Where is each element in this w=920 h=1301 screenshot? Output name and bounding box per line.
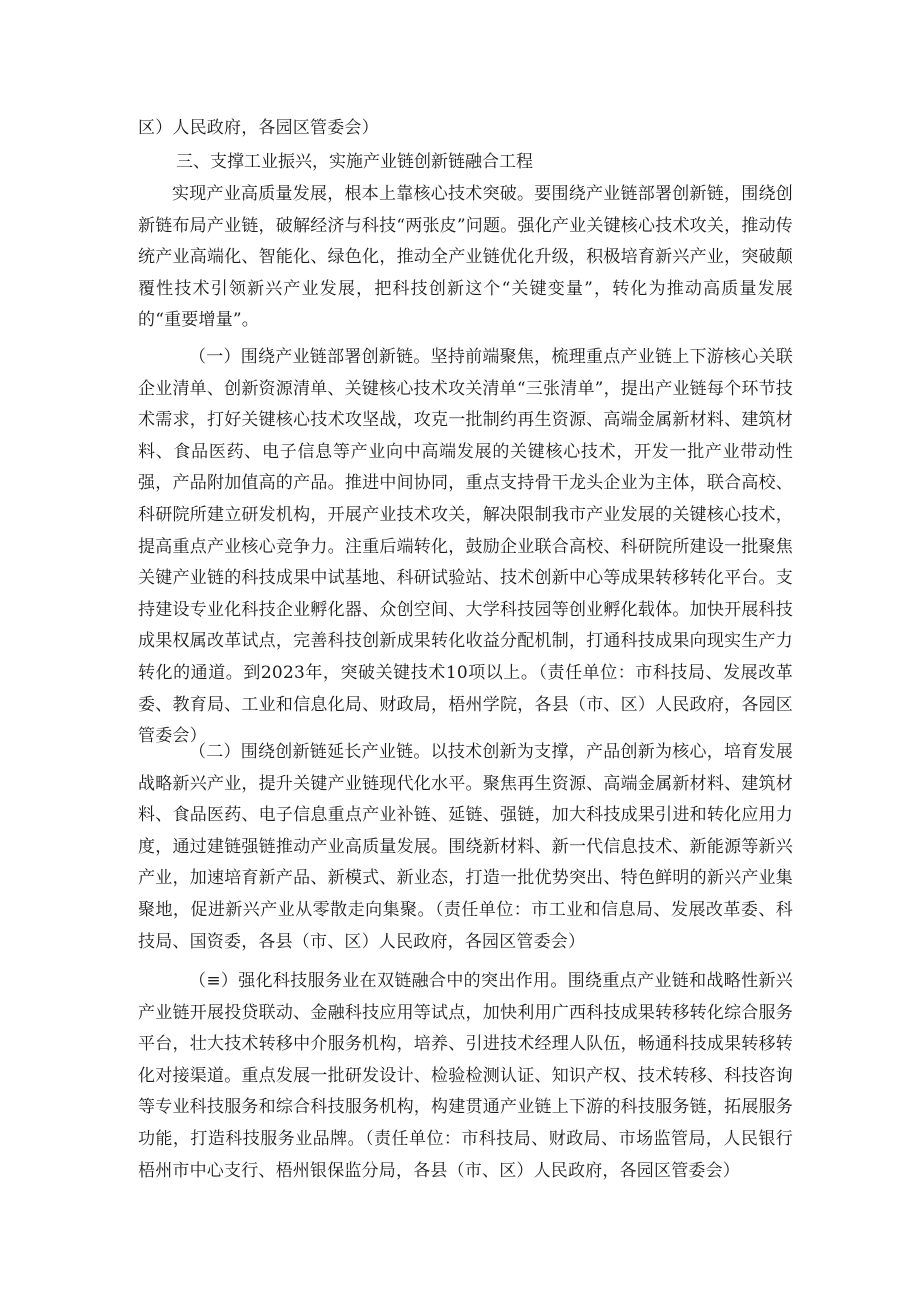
paragraph-text: 实现产业高质量发展，根本上靠核心技术突破。要围绕产业链部署创新链，围绕创新链布局产业链，破解经济与科技“两张皮”问题。强化产业关键核心技术攻关，推动传统产业高端化、智能化、绿色化，推动全产业链优化升级，积极培育新兴产业，突破颠覆性技术引领新兴产业发展，把科技创新这个“关键变量”，转化为推动高质量发展的“重要增量”。 xyxy=(138,184,793,331)
paragraph-text: （二）围绕创新链延长产业链。以技术创新为支撑，产品创新为核心，培育发展战略新兴产业，提升关键产业链现代化水平。聚焦再生资源、高端金属新材料、建筑材料、食品医药、电子信息重点产业补链、延链、强链，加大科技成果引进和转化应用力度，通过建链强链推动产业高质量发展。围绕新材料、新一代信息技术、新能源等新兴产业，加速培育新产品、新模式、新业态，打造一批优势突出、特色鲜明的新兴产业集聚地，促进新兴产业从零散走向集聚。（责任单位：市工业和信息局、发展改革委、科技局、国资委，各县（市、区）人民政府，各园区管委会） xyxy=(138,742,793,952)
paragraph-text: （≡）强化科技服务业在双链融合中的突出作用。围绕重点产业链和战略性新兴产业链开展投贷联动、金融科技应用等试点，加快利用广西科技成果转移转化综合服务平台，壮大技术转移中介服务机构，培养、引进技术经理人队伍，畅通科技成果转移转化对接渠道。重点发展一批研发设计、检验检测认证、知识产权、技术转移、科技咨询等专业科技服务和综合科技服务机构，构建贯通产业链上下游的科技服务链，拓展服务功能，打造科技服务业品牌。（责任单位：市科技局、财政局、市场监管局，人民银行梧州市中心支行、梧州银保监分局，各县（市、区）人民政府，各园区管委会） xyxy=(138,971,793,1181)
paragraph-subsection-1 xyxy=(138,342,793,753)
paragraph-subsection-3 xyxy=(138,966,793,1187)
continuation-line xyxy=(138,113,793,145)
paragraph-intro xyxy=(138,179,793,337)
paragraph-text: （一）围绕产业链部署创新链。坚持前端聚焦，梳理重点产业链上下游核心关联企业清单、创新资源清单、关键核心技术攻关清单“三张清单”，提出产业链每个环节技术需求，打好关键核心技术攻坚战，攻克一批制约再生资源、高端金属新材料、建筑材料、食品医药、电子信息等产业向中高端发展的关键核心技术，开发一批产业带动性强，产品附加值高的产品。推进中间协同，重点支持骨干龙头企业为主体，联合高校、科研院所建立研发机构，开展产业技术攻关，解决限制我市产业发展的关键核心技术，提高重点产业核心竞争力。注重后端转化，鼓励企业联合高校、科研院所建设一批聚焦关键产业链的科技成果中试基地、科研试验站、技术创新中心等成果转移转化平台。支持建设专业化科技企业孵化器、众创空间、大学科技园等创业孵化载体。加快开展科技成果权属改革试点，完善科技创新成果转化收益分配机制，打通科技成果向现实生产力转化的通道。到2023年，突破关键技术10项以上。（责任单位：市科技局、发展改革委、教育局、工业和信息化局、财政局，梧州学院，各县（市、区）人民政府，各园区管委会） xyxy=(138,347,793,747)
continuation-text: 区）人民政府，各园区管委会） xyxy=(138,118,379,138)
section-heading: 三、支撑工业振兴，实施产业链创新链融合工程 xyxy=(176,152,533,172)
paragraph-subsection-2 xyxy=(138,737,793,958)
